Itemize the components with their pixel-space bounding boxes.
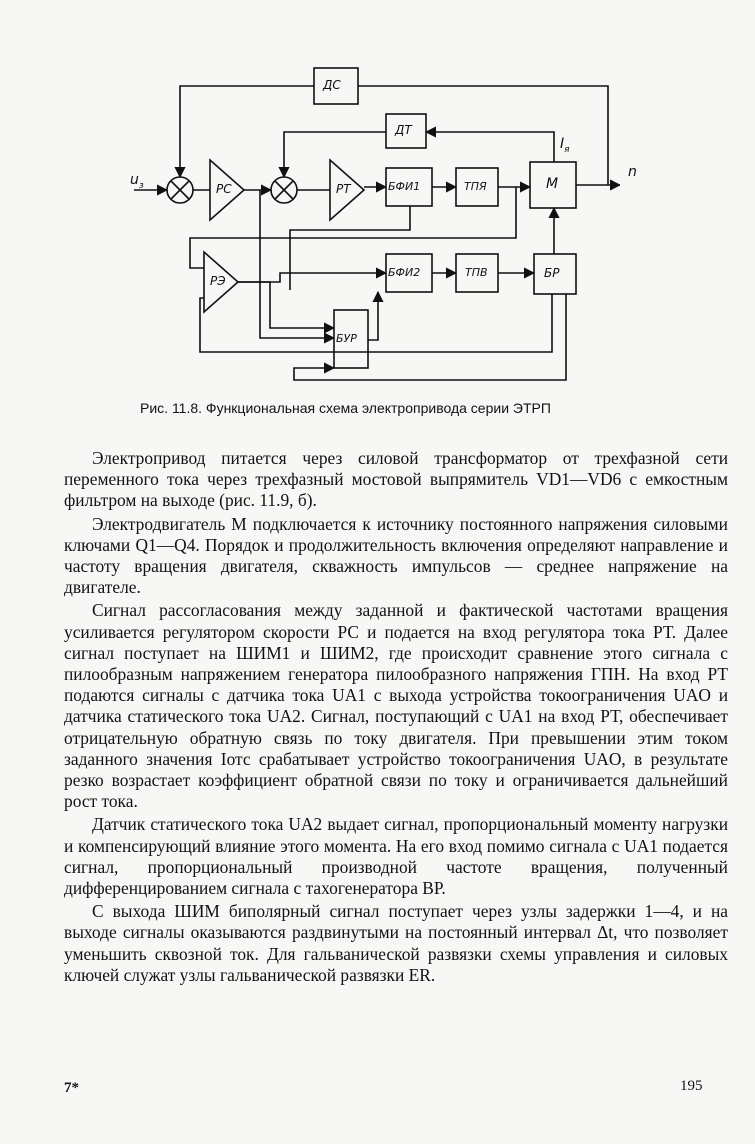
label-bfi1: БФИ1 [388,180,421,193]
label-re: РЭ [210,274,226,288]
paragraph-1: Электропривод питается через силовой трансформатор от трехфазной сети переменного тока через трехфазный мостовой выпрямитель VD1—VD6 с емкостным фильтром на выходе (рис. 11.9, б). [64,448,728,511]
label-dt: ДТ [395,123,412,137]
label-m: М [546,176,559,192]
label-ds: ДС [323,78,341,92]
label-uz: $u_з$ [130,172,144,191]
label-tpv: ТПВ [465,266,488,279]
paragraph-4: Датчик статического тока UA2 выдает сигнал, пропорциональный моменту нагрузки и компенсирующий влияние этого момента. На его вход помимо сигнала с UA1 подается сигнал, пропорциональный производной частоте вращения, полученный дифференцированием сигнала с тахогенератора ВР. [64,814,728,899]
body-text [64,448,728,988]
paragraph-2: Электродвигатель М подключается к источнику постоянного напряжения силовыми ключами Q1—Q4. Порядок и продолжительность включения определяют направление и частоту вращения двигателя, скважность импульсов — среднее напряжение на двигателе. [64,513,728,598]
functional-diagram [120,50,637,390]
label-rs: РС [216,182,232,196]
label-ia: $I_я$ [560,136,570,155]
label-rt: РТ [336,182,351,196]
label-bur: БУР [336,332,357,345]
figure-caption: Рис. 11.8. Функциональная схема электропривода серии ЭТРП [140,400,551,416]
label-br: БР [544,266,560,280]
paragraph-5: С выхода ШИМ биполярный сигнал поступает через узлы задержки 1—4, и на выходе сигналы оказываются раздвинутыми на постоянный интервал Δt, что позволяет уменьшить сквозной ток. Для гальванической развязки схемы управления и силовых ключей служат узлы гальванической развязки ER. [64,901,728,985]
page-number: 195 [680,1078,703,1094]
paragraph-3: Сигнал рассогласования между заданной и фактической частотами вращения усиливается регулятором скорости РС и подается на вход регулятора тока РТ. Далее сигнал поступает на ШИМ1 и ШИМ2, где происходит сравнение этого сигнала с пилообразным напряжением генератора пилообразного напряжения ГПН. На вход РТ подаются сигналы с датчика тока UA1 с выхода устройства токоограничения UAO и датчика статического тока UA2. Сигнал, поступающий с UA1 на вход РТ, обеспечивает отрицательную обратную связь по току двигателя. При превышении этим током заданного значения Iотс срабатывает устройство токоограничения UAO, в результате резко возрастает коэффициент обратной связи по току и ограничивается дальнейший рост тока. [64,600,728,812]
label-n: n [628,164,637,180]
label-bfi2: БФИ2 [388,266,421,279]
signature-mark: 7* [64,1080,79,1096]
label-tpya: ТПЯ [464,180,487,193]
